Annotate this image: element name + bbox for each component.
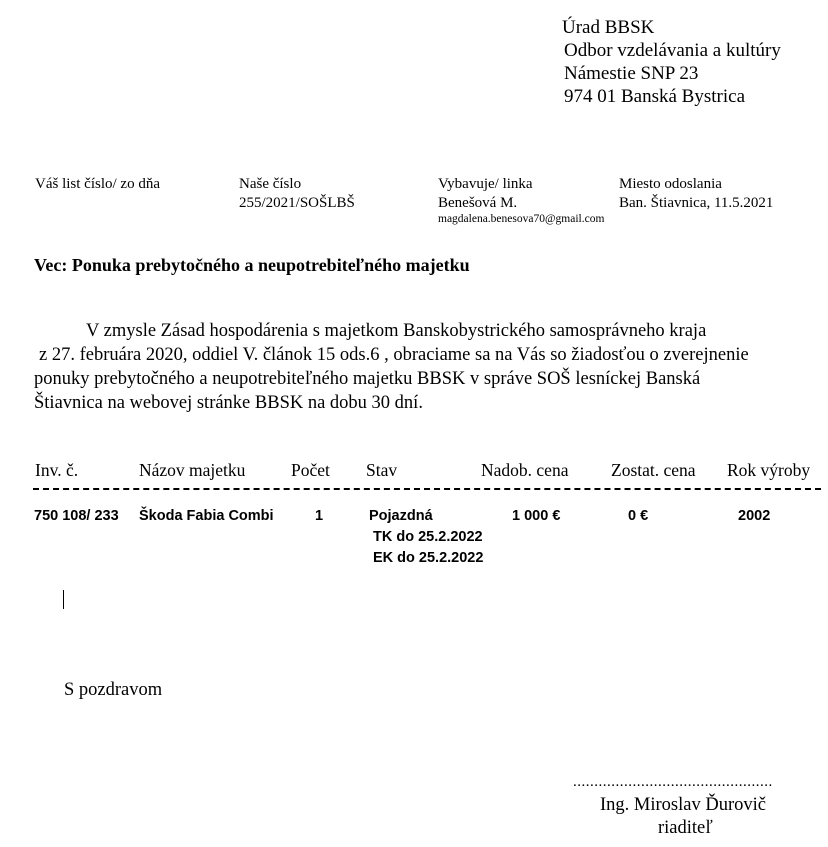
cell-name: Škoda Fabia Combi [139, 508, 274, 524]
table-separator [33, 488, 821, 490]
address-line-3: Námestie SNP 23 [564, 63, 699, 84]
signatory-name: Ing. Miroslav Ďurovič [600, 795, 766, 815]
cell-year: 2002 [738, 508, 771, 524]
handled-by-name: Benešová M. [438, 195, 518, 211]
header-state: Stav [366, 460, 398, 480]
cell-acq-price: 1 000 € [512, 508, 561, 524]
body-line-4: Štiavnica na webovej stránke BBSK na dobu 30 dní. [34, 393, 423, 413]
header-name: Názov majetku [139, 460, 246, 480]
header-year: Rok výroby [727, 460, 811, 480]
address-line-1: Úrad BBSK [562, 17, 655, 38]
cell-state-2: TK do 25.2.2022 [373, 529, 483, 545]
body-line-2: z 27. februára 2020, oddiel V. článok 15 ods.6 , obraciame sa na Vás so žiadosťou o zverejnenie [39, 345, 749, 365]
address-line-4: 974 01 Banská Bystrica [564, 86, 746, 107]
cell-state-3: EK do 25.2.2022 [373, 550, 484, 566]
signatory-title: riaditeľ [658, 818, 713, 838]
address-line-2: Odbor vzdelávania a kultúry [564, 40, 781, 61]
cell-rem-price: 0 € [628, 508, 649, 524]
header-count: Počet [291, 460, 330, 480]
closing-greeting: S pozdravom [64, 680, 163, 700]
handled-by-label: Vybavuje/ linka [438, 176, 533, 192]
cell-count: 1 [315, 508, 324, 524]
signature-line: ............................................... [573, 774, 773, 790]
our-number-value: 255/2021/SOŠLBŠ [239, 195, 355, 211]
cell-inv: 750 108/ 233 [34, 508, 119, 524]
header-inv: Inv. č. [35, 460, 79, 480]
our-number-label: Naše číslo [239, 176, 302, 192]
place-date-value: Ban. Štiavnica, 11.5.2021 [619, 195, 774, 211]
your-letter-label: Váš list číslo/ zo dňa [35, 176, 160, 192]
header-rem-price: Zostat. cena [611, 460, 696, 480]
text-cursor[interactable] [63, 590, 64, 609]
body-line-1: V zmysle Zásad hospodárenia s majetkom Banskobystrického samosprávneho kraja [86, 321, 707, 341]
letter-subject: Vec: Ponuka prebytočného a neupotrebiteľného majetku [34, 255, 470, 275]
cell-state-1: Pojazdná [369, 508, 433, 524]
place-label: Miesto odoslania [619, 176, 722, 192]
handled-by-email: magdalena.benesova70@gmail.com [438, 213, 605, 225]
header-acq-price: Nadob. cena [481, 460, 569, 480]
body-line-3: ponuky prebytočného a neupotrebiteľného majetku BBSK v správe SOŠ lesníckej Banská [34, 369, 701, 389]
